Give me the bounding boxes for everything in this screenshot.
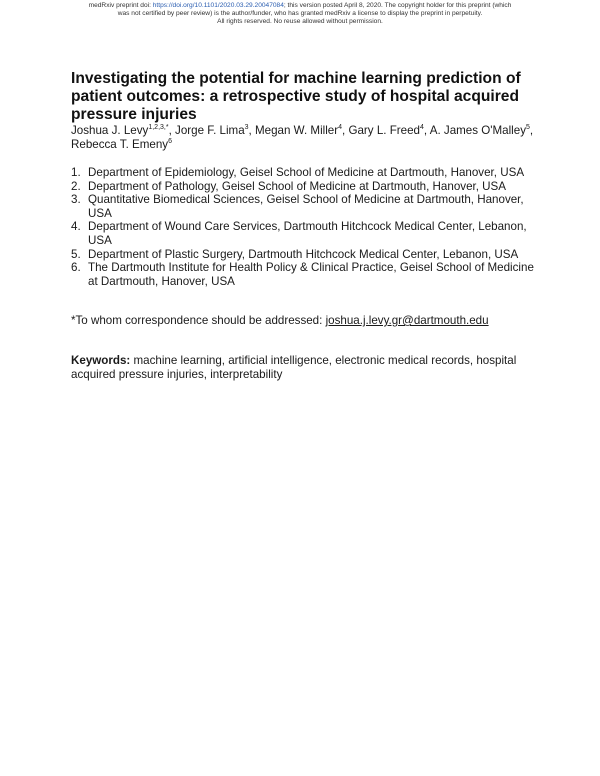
author-list xyxy=(71,124,541,152)
author-name: A. James O'Malley xyxy=(429,124,526,137)
correspondence-note xyxy=(71,314,541,328)
author-name: Gary L. Freed xyxy=(348,124,420,137)
author-separator: , xyxy=(342,124,349,137)
keywords-text: machine learning, artificial intelligence, electronic medical records, hospital acquired pressure injuries, interpretability xyxy=(71,354,517,381)
affiliation-list xyxy=(71,166,541,288)
author-name: Megan W. Miller xyxy=(255,124,339,137)
author-separator: , xyxy=(248,124,255,137)
affiliation-text: Department of Wound Care Services, Dartmouth Hitchcock Medical Center, Lebanon, USA xyxy=(88,220,527,247)
author-name: Jorge F. Lima xyxy=(175,124,245,137)
affiliation-number: 5. xyxy=(71,247,81,261)
affiliation-number: 1. xyxy=(71,166,81,179)
affiliation-text: Quantitative Biomedical Sciences, Geisel School of Medicine at Dartmouth, Hanover, USA xyxy=(88,193,524,220)
author-affiliation-sup: 4 xyxy=(338,124,343,131)
author-affiliation-sup: 4 xyxy=(420,124,424,131)
affiliation-item xyxy=(71,220,541,247)
affiliation-item xyxy=(71,166,541,180)
author-separator: , xyxy=(168,124,176,137)
header-posted-text: ; this version posted April 8, 2020. The copyright holder for this preprint (which xyxy=(283,2,512,9)
header-doi-prefix: medRxiv preprint doi: xyxy=(88,2,153,9)
header-line-1 xyxy=(0,2,600,10)
correspondence-email-link[interactable]: joshua.j.levy.gr@dartmouth.edu xyxy=(325,314,489,327)
author-name: Joshua J. Levy xyxy=(71,124,149,137)
affiliation-item xyxy=(71,261,541,288)
paper-title: Investigating the potential for machine learning prediction of patient outcomes: a retrospective study of hospital acquired pressure injuries xyxy=(71,70,521,123)
affiliation-text: The Dartmouth Institute for Health Policy & Clinical Practice, Geisel School of Medicine at Dartmouth, Hanover, USA xyxy=(88,261,534,288)
affiliation-number: 2. xyxy=(71,179,81,193)
affiliation-text: Department of Plastic Surgery, Dartmouth Hitchcock Medical Center, Lebanon, USA xyxy=(88,247,519,261)
author-separator: , xyxy=(423,124,430,137)
correspondence-label: *To whom correspondence should be addressed: xyxy=(71,314,326,327)
affiliation-number: 6. xyxy=(71,261,81,275)
affiliation-item xyxy=(71,180,541,194)
author-affiliation-sup: 6 xyxy=(168,138,172,145)
affiliation-number: 3. xyxy=(71,193,81,207)
preprint-header-notice xyxy=(0,2,600,26)
author-affiliation-sup: 1,2,3,* xyxy=(148,124,169,131)
affiliation-item xyxy=(71,248,541,262)
author-affiliation-sup: 3 xyxy=(244,124,249,131)
header-line-3: All rights reserved. No reuse allowed without permission. xyxy=(217,18,383,25)
keywords-label: Keywords: xyxy=(71,354,131,367)
affiliation-number: 4. xyxy=(71,220,81,234)
affiliation-text: Department of Pathology, Geisel School of Medicine at Dartmouth, Hanover, USA xyxy=(88,179,507,193)
author-name: Rebecca T. Emeny xyxy=(71,138,169,151)
affiliation-item xyxy=(71,193,541,220)
header-line-2: was not certified by peer review) is the author/funder, who has granted medRxiv a license to display the preprint in perpetuity. xyxy=(117,10,483,17)
affiliation-text: Department of Epidemiology, Geisel School of Medicine at Dartmouth, Hanover, USA xyxy=(88,166,525,179)
doi-link[interactable]: https://doi.org/10.1101/2020.03.29.20047084 xyxy=(152,2,284,9)
author-affiliation-sup: 5 xyxy=(526,124,530,131)
keywords-section xyxy=(71,354,541,382)
author-separator: , xyxy=(529,124,534,137)
